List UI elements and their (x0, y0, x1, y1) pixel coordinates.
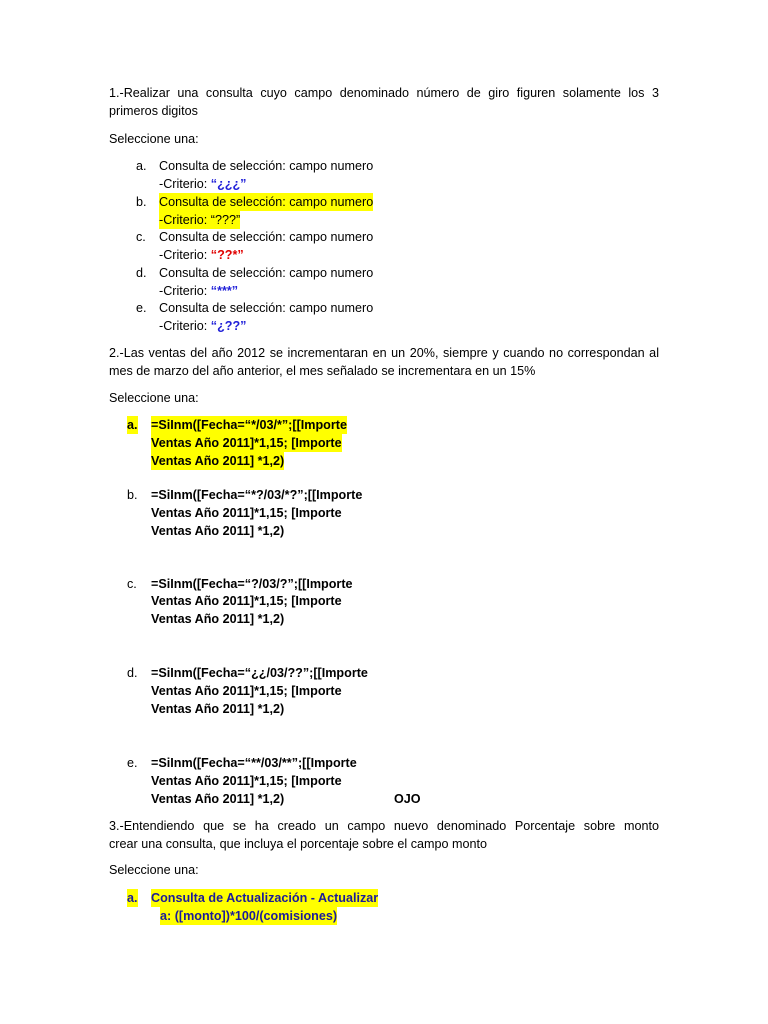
criterion-label: -Criterio: (159, 248, 211, 262)
q2-option-d-letter: d. (127, 666, 138, 680)
criterion-value: “¿¿¿” (210, 177, 247, 191)
q3-text-line2: crear una consulta, que incluya el porcentaje sobre el campo monto (109, 837, 488, 851)
q2-option-a-line1: =SiInm([Fecha=“*/03/*”;[[Importe (151, 418, 347, 432)
q2-option-c-line1: =SiInm([Fecha=“?/03/?”;[[Importe (151, 577, 353, 591)
q2-option-d-line1: =SiInm([Fecha=“¿¿/03/??”;[[Importe (151, 666, 368, 680)
q1-option-b-label: Consulta de selección: campo numero (159, 195, 374, 209)
q2-option-b-line3: Ventas Año 2011] *1,2) (151, 524, 285, 538)
q3-option-a-line2: a: ([monto])*100/(comisiones) (160, 909, 338, 923)
q1-option-d-criterion (159, 282, 238, 300)
q2-option-c-line3: Ventas Año 2011] *1,2) (151, 612, 285, 626)
q2-text-line2: mes de marzo del año anterior, el mes señalado se incrementara en un 15% (109, 364, 536, 378)
q3-text-line1: 3.-Entendiendo que se ha creado un campo nuevo denominado Porcentaje sobre monto (109, 819, 659, 833)
q1-select-label: Seleccione una: (109, 132, 199, 146)
q2-option-d-line3: Ventas Año 2011] *1,2) (151, 702, 285, 716)
criterion-label: -Criterio: (159, 284, 211, 298)
q2-option-a-line3: Ventas Año 2011] *1,2) (151, 454, 285, 468)
q1-text-line2: primeros digitos (109, 104, 198, 118)
q2-option-e-letter: e. (127, 756, 138, 770)
criterion-value: “¿??” (210, 319, 247, 333)
q2-select-label: Seleccione una: (109, 391, 199, 405)
criterion-label: -Criterio: (159, 319, 211, 333)
q2-option-b-line1: =SiInm([Fecha=“*?/03/*?”;[[Importe (151, 488, 363, 502)
q2-option-a-letter: a. (127, 418, 138, 432)
q3-option-a-letter: a. (127, 891, 138, 905)
q2-option-e-line2: Ventas Año 2011]*1,15; [Importe (151, 774, 342, 788)
q1-option-c-label: Consulta de selección: campo numero (159, 230, 374, 244)
q1-option-c-criterion (159, 246, 244, 264)
q2-option-e-line3: Ventas Año 2011] *1,2) (151, 792, 285, 806)
q1-option-e-letter: e. (136, 301, 147, 315)
q2-option-a-line2: Ventas Año 2011]*1,15; [Importe (151, 436, 342, 450)
q1-option-a-criterion (159, 175, 246, 193)
q1-option-b-criterion: -Criterio: “???” (159, 213, 241, 227)
q3-option-a-line1: Consulta de Actualización - Actualizar (151, 891, 379, 905)
q2-text-line1: 2.-Las ventas del año 2012 se incrementaran en un 20%, siempre y cuando no correspondan al (109, 346, 659, 360)
q1-option-d-letter: d. (136, 266, 147, 280)
q1-option-a-letter: a. (136, 159, 147, 173)
q2-option-d-line2: Ventas Año 2011]*1,15; [Importe (151, 684, 342, 698)
q2-option-c-letter: c. (127, 577, 137, 591)
criterion-label: -Criterio: (159, 177, 211, 191)
criterion-value: “***” (210, 284, 239, 298)
q1-text-line1: 1.-Realizar una consulta cuyo campo denominado número de giro figuren solamente los 3 (109, 86, 659, 100)
q1-option-b-letter: b. (136, 195, 147, 209)
q2-option-b-line2: Ventas Año 2011]*1,15; [Importe (151, 506, 342, 520)
q1-option-d-label: Consulta de selección: campo numero (159, 266, 374, 280)
q1-option-a-label: Consulta de selección: campo numero (159, 159, 374, 173)
q1-option-e-label: Consulta de selección: campo numero (159, 301, 374, 315)
q2-option-e-line1: =SiInm([Fecha=“**/03/**”;[[Importe (151, 756, 357, 770)
q1-option-c-letter: c. (136, 230, 146, 244)
q1-option-e-criterion (159, 317, 246, 335)
q2-option-c-line2: Ventas Año 2011]*1,15; [Importe (151, 594, 342, 608)
criterion-value: “??*” (210, 248, 244, 262)
ojo-note: OJO (394, 792, 421, 806)
q2-option-b-letter: b. (127, 488, 138, 502)
q3-select-label: Seleccione una: (109, 863, 199, 877)
